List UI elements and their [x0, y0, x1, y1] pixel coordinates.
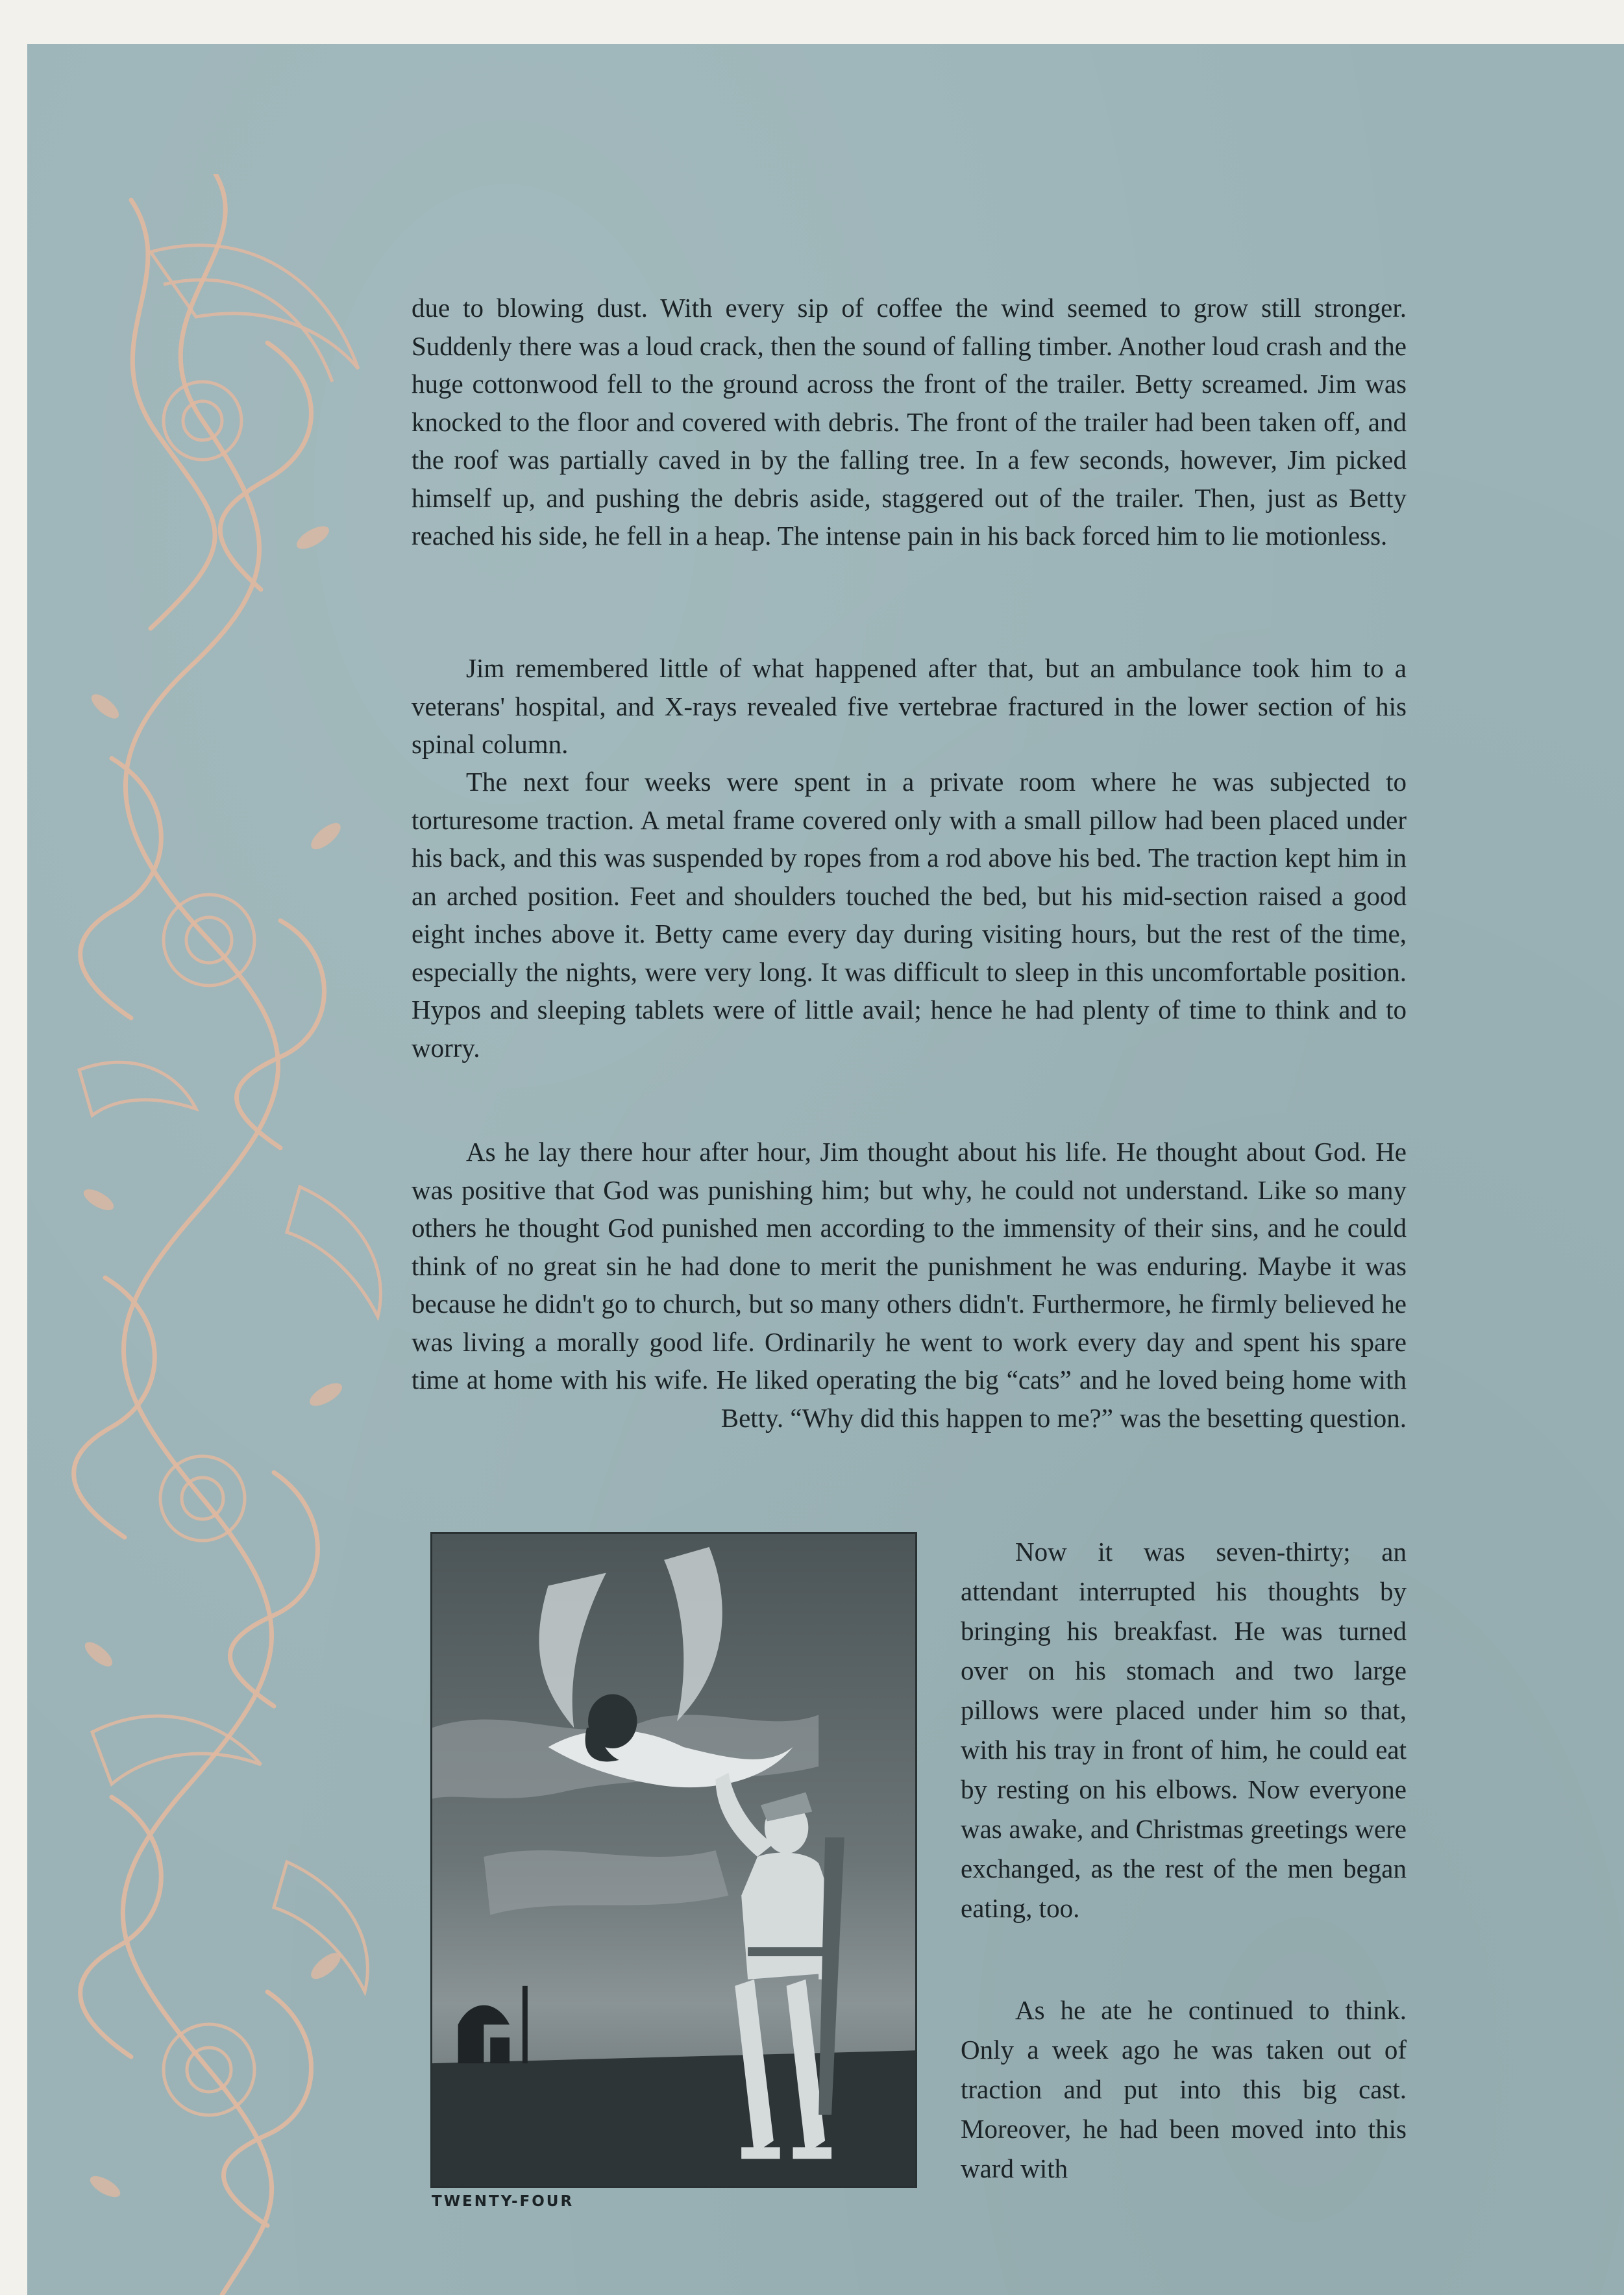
page-number: TWENTY-FOUR — [432, 2193, 574, 2210]
paragraph-5: Now it was seven-thirty; an attendant interrupted his thoughts by bringing his breakfast. He was turned over on his stomach and two large pillows were placed under him so that, with his tray in front of him, he could eat by resting on his elbows. Now everyone was awake, and Christmas greetings were exchanged, as the rest of the men began eating, too. — [961, 1537, 1407, 1923]
paragraph-4: As he lay there hour after hour, Jim thought about his life. He thought about God. He was positive that God was punishing him; but why, he could not understand. Like so many others he thought God punished men according to the immensity of their sins, and he could think of no great sin he had done to merit the punishment he was enduring. Maybe it was because he didn't go to church, but so many others didn't. Furthermore, he firmly believed he was living a morally good life. Ordinarily he went to work every day and spent his spare time at home with his wife. He liked operating the big “cats” and he loved being home with Betty. “Why did this happen to me?” was the besetting question. — [412, 1137, 1407, 1433]
floral-border-ornament — [53, 174, 443, 2295]
angel-and-soldier-illustration — [430, 1532, 917, 2188]
paragraph-3: The next four weeks were spent in a private room where he was subjected to torturesome traction. A metal frame covered only with a small pillow had been placed under his back, and this was suspended by ropes from a rod above his bed. The traction kept him in an arched position. Feet and shoulders touched the bed, but his mid-section raised a good eight inches above it. Betty came every day during visiting hours, but the rest of the time, especially the nights, were very long. It was difficult to sleep in this uncomfortable position. Hypos and sleeping tablets were of little avail; hence he had plenty of time to think and to worry. — [412, 767, 1407, 1063]
paragraph-1: due to blowing dust. With every sip of coffee the wind seemed to grow still stronger. Suddenly there was a loud crack, then the sound of falling timber. Another loud crash and the huge cottonwood fell to the ground across the front of the trailer. Betty screamed. Jim was knocked to the floor and covered with debris. The front of the trailer had been taken off, and the roof was partially caved in by the falling tree. In a few seconds, however, Jim picked himself up, and pushing the debris aside, staggered out of the trailer. Then, just as Betty reached his side, he fell in a heap. The intense pain in his back forced him to lie motionless. — [412, 293, 1407, 551]
paragraph-6: As he ate he continued to think. Only a week ago he was taken out of traction and put into this big cast. Moreover, he had been moved into this ward with — [961, 1995, 1407, 2183]
paragraph-2: Jim remembered little of what happened after that, but an ambulance took him to a veterans' hospital, and X-rays revealed five vertebrae fractured in the lower section of his spinal column. — [412, 653, 1407, 759]
